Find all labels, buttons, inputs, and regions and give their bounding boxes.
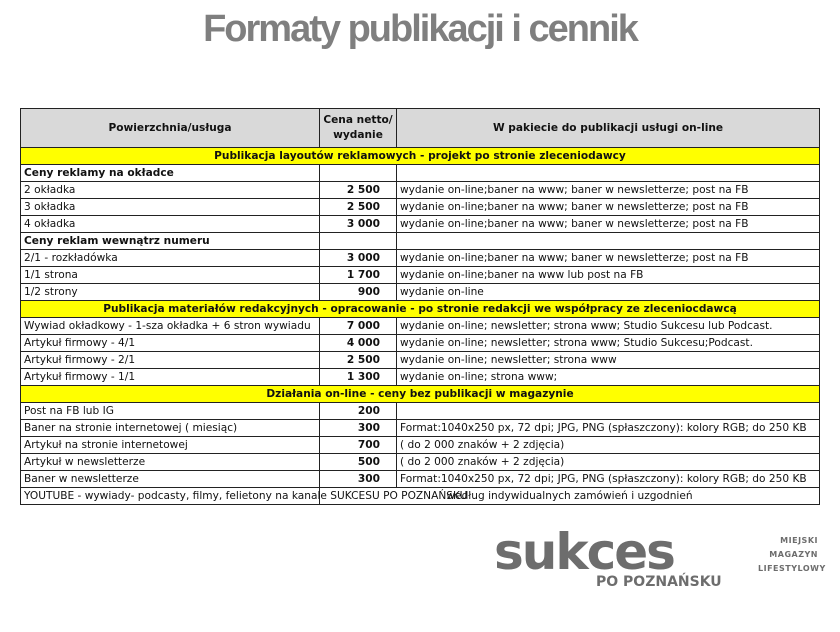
row-name: YOUTUBE - wywiady- podcasty, filmy, felietony na kanale SUKCESU PO POZNAŃSKU: [21, 488, 320, 505]
row-name: 3 okładka: [21, 199, 320, 216]
header-price: Cena netto/ wydanie: [320, 109, 397, 148]
row-name: Baner w newsletterze: [21, 471, 320, 488]
table-row: [21, 284, 820, 301]
row-desc: wydanie on-line;baner na www; baner w newsletterze; post na FB: [397, 182, 820, 199]
table-row: [21, 369, 820, 386]
row-price: 2 500: [320, 199, 397, 216]
row-desc: Format:1040x250 px, 72 dpi; JPG, PNG (spłaszczony): kolory RGB; do 250 KB: [397, 420, 820, 437]
row-price: 500: [320, 454, 397, 471]
row-price: 300: [320, 420, 397, 437]
row-desc: wydanie on-line: [397, 284, 820, 301]
row-price: 4 000: [320, 335, 397, 352]
table-row: [21, 250, 820, 267]
section-header: Publikacja layoutów reklamowych - projekt po stronie zleceniodawcy: [21, 148, 820, 165]
subsection-header: Ceny reklam wewnątrz numeru: [21, 233, 820, 250]
row-desc: wydanie on-line;baner na www; baner w newsletterze; post na FB: [397, 216, 820, 233]
table-row: [21, 318, 820, 335]
header-area: Powierzchnia/usługa: [21, 109, 320, 148]
logo-subtitle: PO POZNAŃSKU: [596, 574, 722, 590]
row-price: 3 000: [320, 250, 397, 267]
row-price: 300: [320, 471, 397, 488]
table-row: [21, 471, 820, 488]
row-price: 1 300: [320, 369, 397, 386]
table-row: [21, 352, 820, 369]
row-price: 3 000: [320, 216, 397, 233]
table-row: [21, 199, 820, 216]
row-desc: [397, 403, 820, 420]
row-name: Baner na stronie internetowej ( miesiąc): [21, 420, 320, 437]
table-row: [21, 437, 820, 454]
row-name: Artykuł firmowy - 4/1: [21, 335, 320, 352]
row-name: Artykuł w newsletterze: [21, 454, 320, 471]
table-row-youtube: [21, 488, 820, 505]
row-desc: ( do 2 000 znaków + 2 zdjęcia): [397, 454, 820, 471]
row-desc: wydanie on-line; newsletter; strona www; Studio Sukcesu;Podcast.: [397, 335, 820, 352]
price-table: [20, 108, 820, 505]
section-header: Działania on-line - ceny bez publikacji w magazynie: [21, 386, 820, 403]
row-price: 200: [320, 403, 397, 420]
page-title: Formaty publikacji i cennik: [203, 8, 637, 50]
row-price: 1 700: [320, 267, 397, 284]
section-header: Publikacja materiałów redakcyjnych - opracowanie - po stronie redakcji we współpracy ze zleceniocdawcą: [21, 301, 820, 318]
table-row: [21, 267, 820, 284]
row-name: Post na FB lub IG: [21, 403, 320, 420]
row-desc: Format:1040x250 px, 72 dpi; JPG, PNG (spłaszczony): kolory RGB; do 250 KB: [397, 471, 820, 488]
row-name: Wywiad okładkowy - 1-sza okładka + 6 stron wywiadu: [21, 318, 320, 335]
row-price: 2 500: [320, 352, 397, 369]
subsection-header: Ceny reklamy na okładce: [21, 165, 820, 182]
row-name: 1/2 strony: [21, 284, 320, 301]
row-price: 2 500: [320, 182, 397, 199]
row-desc: wydanie on-line;baner na www lub post na FB: [397, 267, 820, 284]
row-price: 7 000: [320, 318, 397, 335]
table-row: [21, 454, 820, 471]
sukces-logo: [494, 523, 734, 597]
row-name: 1/1 strona: [21, 267, 320, 284]
row-price: 700: [320, 437, 397, 454]
header-package: W pakiecie do publikacji usługi on-line: [397, 109, 820, 148]
table-header-row: [21, 109, 820, 148]
row-name: Artykuł firmowy - 1/1: [21, 369, 320, 386]
row-price: 900: [320, 284, 397, 301]
row-name: Artykuł firmowy - 2/1: [21, 352, 320, 369]
row-name: 2/1 - rozkładówka: [21, 250, 320, 267]
table-row: [21, 216, 820, 233]
logo-wordmark: sukces: [494, 523, 674, 581]
row-desc: ( do 2 000 znaków + 2 zdjęcia): [397, 437, 820, 454]
table-row: [21, 335, 820, 352]
row-name: 4 okładka: [21, 216, 320, 233]
logo-tagline: MIEJSKI MAGAZYN LIFESTYLOWY: [758, 536, 826, 573]
row-name: Artykuł na stronie internetowej: [21, 437, 320, 454]
table-row: [21, 403, 820, 420]
table-row: [21, 182, 820, 199]
row-name: 2 okładka: [21, 182, 320, 199]
row-desc: wydanie on-line; strona www;: [397, 369, 820, 386]
row-desc: według indywidualnych zamówień i uzgodnień: [320, 488, 820, 505]
row-desc: wydanie on-line;baner na www; baner w newsletterze; post na FB: [397, 199, 820, 216]
row-desc: wydanie on-line; newsletter; strona www; Studio Sukcesu lub Podcast.: [397, 318, 820, 335]
table-row: [21, 420, 820, 437]
row-desc: wydanie on-line;baner na www; baner w newsletterze; post na FB: [397, 250, 820, 267]
row-desc: wydanie on-line; newsletter; strona www: [397, 352, 820, 369]
